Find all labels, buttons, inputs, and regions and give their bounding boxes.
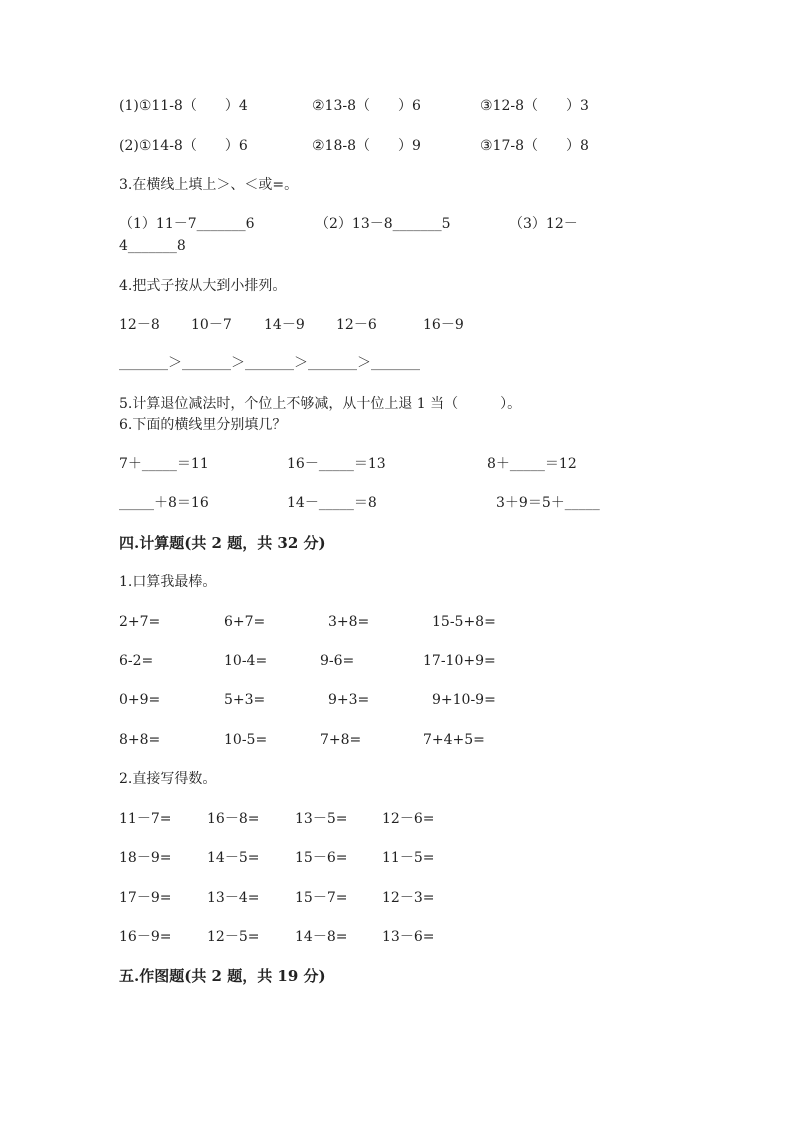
- fill-item: 14－_____＝8: [287, 495, 377, 511]
- expression: 12－6: [336, 317, 377, 333]
- fill-item: 16－_____＝13: [287, 456, 386, 472]
- calc-item: 11－5=: [382, 850, 435, 866]
- calc-item: 12－3=: [382, 890, 435, 906]
- expression: 16－9: [423, 317, 464, 333]
- q4-title: 4.把式子按从大到小排列。: [119, 278, 287, 294]
- calc-item: 16－9=: [119, 929, 172, 945]
- q3-title: 3.在横线上填上＞、＜或=。: [119, 177, 299, 193]
- calc-item: 13－6=: [382, 929, 435, 945]
- calc-item: 6+7=: [224, 614, 266, 630]
- calc-item: 11－7=: [119, 811, 172, 827]
- calc-item: 15－6=: [295, 850, 348, 866]
- calc-item: 13－5=: [295, 811, 348, 827]
- expression: 14－9: [264, 317, 305, 333]
- calc-item: 5+3=: [224, 692, 266, 708]
- expression: 12－8: [119, 317, 160, 333]
- calc-item: 17-10+9=: [423, 653, 496, 669]
- calc-item: 9+3=: [328, 692, 370, 708]
- fill-item: 3＋9＝5＋_____: [496, 495, 600, 511]
- calc-item: 14－8=: [295, 929, 348, 945]
- q3-item: （1）11－7_______6: [119, 216, 255, 232]
- calc-item: 8+8=: [119, 732, 161, 748]
- q4-order-line: _______＞_______＞_______＞_______＞_______: [119, 355, 420, 371]
- calc-item: 9+10-9=: [432, 692, 496, 708]
- expression: 10－7: [191, 317, 232, 333]
- calc-item: 7+4+5=: [423, 732, 485, 748]
- calc-item: 16－8=: [207, 811, 260, 827]
- compare-item: ②18-8（ ）9: [312, 138, 421, 154]
- calc2-title: 2.直接写得数。: [119, 771, 217, 787]
- calc-item: 2+7=: [119, 614, 161, 630]
- compare-item: ②13-8（ ）6: [312, 98, 421, 114]
- q3-item: （3）12－: [509, 216, 578, 232]
- calc-item: 17－9=: [119, 890, 172, 906]
- compare-item: ③17-8（ ）8: [480, 138, 589, 154]
- calc-item: 15-5+8=: [432, 614, 496, 630]
- calc-item: 0+9=: [119, 692, 161, 708]
- q6-title: 6.下面的横线里分别填几？: [119, 417, 287, 433]
- compare-item: (2)①14-8（ ）6: [119, 138, 248, 154]
- calc-item: 10-4=: [224, 653, 268, 669]
- calc-item: 7+8=: [320, 732, 362, 748]
- q3-item: （2）13－8_______5: [315, 216, 451, 232]
- calc-item: 9-6=: [320, 653, 355, 669]
- calc-item: 12－6=: [382, 811, 435, 827]
- compare-item: ③12-8（ ）3: [480, 98, 589, 114]
- section-4-title: 四.计算题(共 2 题，共 32 分): [119, 534, 326, 552]
- fill-item: 8＋_____＝12: [487, 456, 577, 472]
- calc-item: 6-2=: [119, 653, 154, 669]
- q5-text: 5.计算退位减法时，个位上不够减，从十位上退 1 当（ ）。: [119, 396, 522, 412]
- fill-item: _____＋8＝16: [119, 495, 209, 511]
- calc-item: 12－5=: [207, 929, 260, 945]
- calc1-title: 1.口算我最棒。: [119, 574, 217, 590]
- calc-item: 14－5=: [207, 850, 260, 866]
- q3-line-2: 4_______8: [119, 238, 186, 254]
- calc-item: 13－4=: [207, 890, 260, 906]
- section-5-title: 五.作图题(共 2 题，共 19 分): [119, 967, 326, 985]
- calc-item: 3+8=: [328, 614, 370, 630]
- compare-item: (1)①11-8（ ）4: [119, 98, 248, 114]
- calc-item: 15－7=: [295, 890, 348, 906]
- calc-item: 18－9=: [119, 850, 172, 866]
- calc-item: 10-5=: [224, 732, 268, 748]
- fill-item: 7＋_____＝11: [119, 456, 209, 472]
